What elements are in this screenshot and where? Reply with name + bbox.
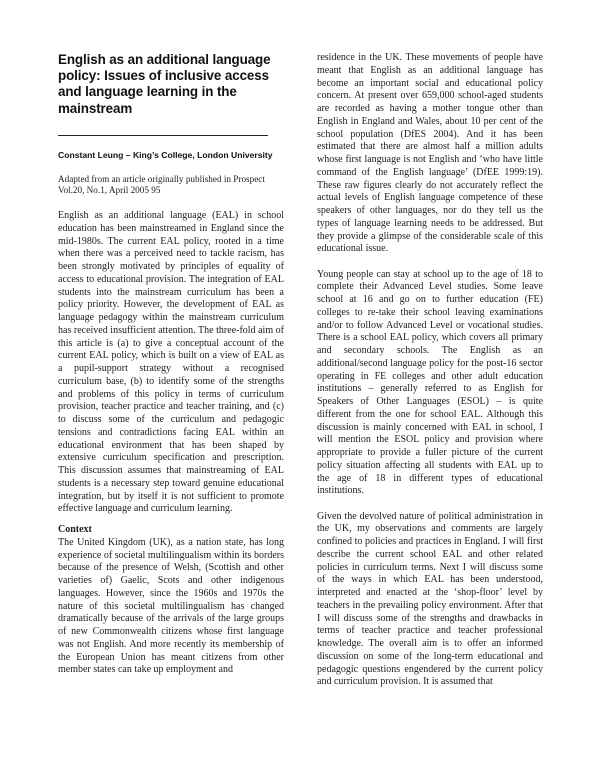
context-paragraph: The United Kingdom (UK), as a nation state, has long experience of societal multilingualism within its borders because of the presence of Welsh, (Scottish and other varieties of) Gaelic, Scots and other indigenous languages. However, since the 1960s and 1970s the nature of this societal multilingualism has changed dramatically because of the arrivals of the large groups of new Commonwealth citizens whose first language was not English. And more recently its membership of the European Union has meant citizens from other member states can take up employment and: [58, 536, 284, 676]
body-paragraph-3: Given the devolved nature of political administration in the UK, my observations and comments are largely confined to policies and practices in England. I will first describe the current school EAL and other related policies in curriculum terms. Next I will discuss some of the ways in which EAL has been understood, interpreted and enacted at the ‘shop-floor’ level by teachers in the prevailing policy environment. After that I will discuss some of the strengths and drawbacks in terms of teacher practice and teacher professional knowledge. The overall aim is to offer an informed discussion on some of the long-term educational and pedagogic questions engendered by the current policy and curriculum provision. It is assumed that: [317, 510, 543, 688]
body-paragraph-2: Young people can stay at school up to the age of 18 to complete their Advanced Level studies. Some leave school at 16 and go on to further education (FE) colleges to re-take their school leaving examinations and/or to follow Advanced Level or vocational studies. There is a school EAL policy, which covers all primary and secondary schools. The English as an additional/second language policy for the post-16 sector operating in FE colleges and other adult education institutions – generally referred to as English for Speakers of Other Languages (ESOL) – is quite different from the one for school EAL. Although this discussion is mainly concerned with EAL in school, I will mention the ESOL policy and provision where appropriate to provide a fuller picture of the current policy situation affecting all students with EAL up to the age of 18 in different types of educational institutions.: [317, 268, 543, 497]
title-divider: [58, 135, 268, 136]
abstract-paragraph: English as an additional language (EAL) in school education has been mainstreamed in England since the mid-1980s. The current EAL policy, rooted in a time when there was a perceived need to tackle racism, has been strongly motivated by principles of equality of access to educational provision. The integration of EAL students into the mainstream curriculum has been a policy priority. However, the development of EAL as language pedagogy within the mainstream curriculum has received insufficient attention. The three-fold aim of this article is (a) to give a conceptual account of the current EAL policy, which is built on a view of EAL as a pupil-support strategy without a recognised curriculum base, (b) to identify some of the strengths and problems of this policy in terms of curriculum provision, teacher practice and teacher training, and (c) to discuss some of the curriculum and pedagogic tensions and contradictions facing EAL within an educational environment that has been shaped by extensive curriculum specification and prescription. This discussion assumes that mainstreaming of EAL students is a necessary step toward genuine educational integration, but by itself it is not sufficient to promote effective language and curriculum learning.: [58, 210, 284, 515]
source-note: Adapted from an article originally published in Prospect Vol.20, No.1, April 2005 95: [58, 173, 265, 196]
body-paragraph-1: residence in the UK. These movements of people have meant that English as an additional language has become an important social and educational policy concern. At present over 659,000 school-aged students are recorded as having a mother tongue other than English in England and Wales, about 10 per cent of the school population (DfES 2004). And it has been estimated that there are almost half a million adults whose first language is not English and ‘who have little command of the English language’ (DfEE 1999:19). These raw figures clearly do not accurately reflect the actual levels of English language competence of these speakers of other languages, nor do they tell us the types of language learning needs to be addressed. But they provide a glimpse of the considerable scale of this educational issue.: [317, 52, 543, 255]
author-line: Constant Leung – King’s College, London University: [58, 149, 273, 160]
section-heading-context: Context: [58, 524, 92, 535]
article-title: English as an additional language policy: Issues of inclusive access and language learning in the mainstream: [58, 52, 271, 116]
left-column: [58, 52, 284, 677]
right-column: [317, 52, 543, 689]
